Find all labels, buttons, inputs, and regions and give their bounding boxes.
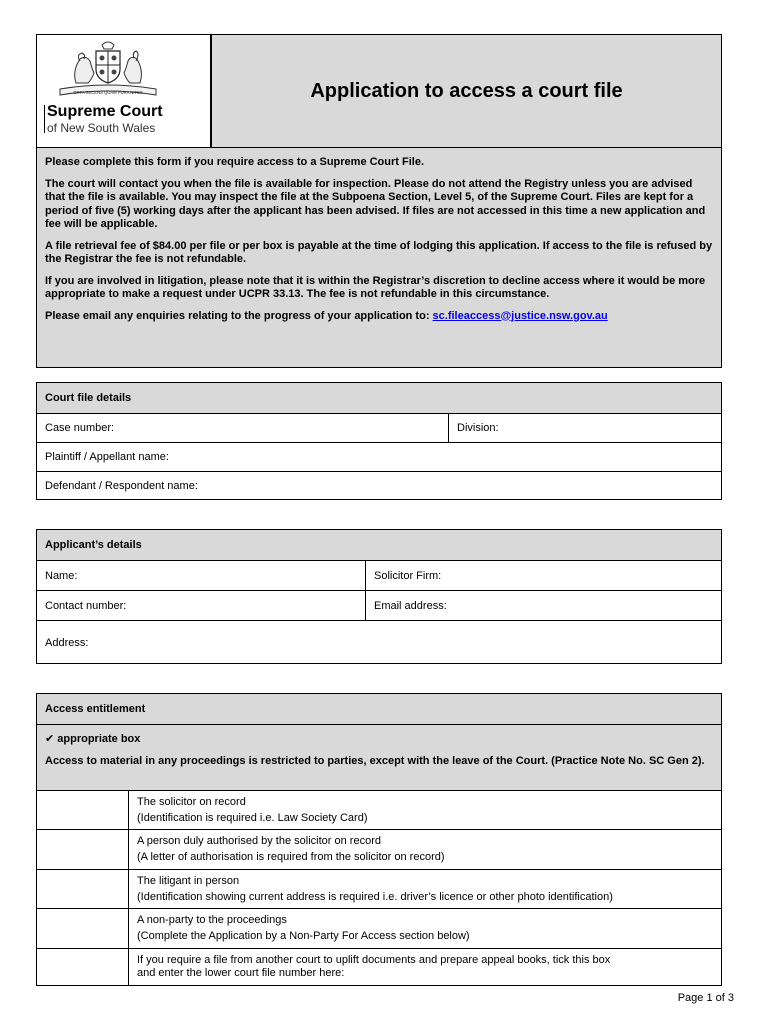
- section-heading-row: [37, 694, 721, 724]
- court-name: Supreme Court: [47, 103, 163, 120]
- intro-paragraph: A file retrieval fee of $84.00 per file or per box is payable at the time of lodging this application. If access to the file is refused by the Registrar the fee is not refundable.: [45, 239, 713, 265]
- option-text: [129, 949, 721, 986]
- entitlement-option: [37, 790, 721, 829]
- intro-paragraph-email: [45, 310, 713, 324]
- page-number: Page 1 of 3: [677, 992, 734, 1004]
- section-heading-row: [37, 383, 721, 413]
- svg-text:ORTA RECENS QUAM PURA NITES: ORTA RECENS QUAM PURA NITES: [73, 90, 143, 95]
- option-text: [129, 830, 721, 869]
- option-requirement: (Identification is required i.e. Law Society Card): [137, 812, 368, 824]
- option-requirement: and enter the lower court file number here:: [137, 967, 345, 979]
- option-requirement: (A letter of authorisation is required from the solicitor on record): [137, 851, 445, 863]
- form-title: Application to access a court file: [310, 79, 623, 102]
- access-instructions: [37, 725, 721, 790]
- option-title: A non-party to the proceedings: [137, 914, 287, 926]
- form-header: [36, 34, 722, 368]
- court-subtitle: of New South Wales: [47, 121, 156, 135]
- option-requirement: (Complete the Application by a Non-Party For Access section below): [137, 930, 470, 942]
- applicant-section: [36, 529, 722, 664]
- option-title: A person duly authorised by the solicitor on record: [137, 835, 381, 847]
- option-title: The litigant in person: [137, 875, 240, 887]
- court-logo: [37, 35, 211, 147]
- division-field[interactable]: Division:: [457, 422, 499, 434]
- option-text: [129, 909, 721, 948]
- option-checkbox[interactable]: [37, 909, 129, 948]
- section-heading: Applicant’s details: [45, 539, 142, 551]
- contact-row: [37, 590, 721, 620]
- section-heading: Court file details: [45, 392, 132, 404]
- option-checkbox[interactable]: [37, 791, 129, 829]
- option-checkbox[interactable]: [37, 830, 129, 869]
- option-checkbox[interactable]: [37, 870, 129, 908]
- entitlement-option: [37, 829, 721, 869]
- intro-paragraph: The court will contact you when the file is available for inspection. Please do not attend the Registry unless you are advised that the file is available. You may inspect the file at the Subpoena Section, Level 5, of the Supreme Court. Files are kept for a period of five (5) working days after the applicant has been advised. If files are not accessed in this time a new application and fee will be applicable.: [45, 177, 706, 230]
- intro-instructions: [37, 147, 721, 367]
- enquiry-email-link[interactable]: sc.fileaccess@justice.nsw.gov.au: [432, 309, 608, 322]
- access-instructions-row: [37, 724, 721, 790]
- option-title: If you require a file from another court to uplift documents and prepare appeal books, tick this box: [137, 954, 611, 966]
- option-title: The solicitor on record: [137, 796, 246, 808]
- solicitor-firm-field[interactable]: Solicitor Firm:: [374, 569, 442, 582]
- plaintiff-name-field[interactable]: Plaintiff / Appellant name:: [45, 451, 169, 463]
- plaintiff-row: [37, 442, 721, 471]
- address-row: [37, 620, 721, 664]
- email-prompt: Please email any enquiries relating to the progress of your application to:: [45, 309, 430, 322]
- entitlement-option: [37, 908, 721, 948]
- defendant-row: [37, 471, 721, 500]
- defendant-name-field[interactable]: Defendant / Respondent name:: [45, 480, 198, 492]
- section-heading: Access entitlement: [45, 703, 146, 715]
- court-file-section: [36, 382, 722, 500]
- address-field[interactable]: Address:: [45, 636, 89, 649]
- tick-instruction: ✔ appropriate box: [45, 733, 141, 745]
- option-text: [129, 870, 721, 908]
- access-entitlement-section: [36, 693, 722, 986]
- option-text: [129, 791, 721, 829]
- intro-paragraph: Please complete this form if you require access to a Supreme Court File.: [45, 156, 425, 168]
- coat-of-arms-icon: [46, 39, 170, 101]
- section-heading-row: [37, 530, 721, 560]
- case-number-row: [37, 413, 721, 442]
- intro-paragraph: If you are involved in litigation, please note that it is within the Registrar’s discretion to decline access where it would be more appropriate to make a request under UCPR 33.13. The fee is not refundable in this circumstance.: [45, 274, 706, 300]
- applicant-name-field[interactable]: Name:: [37, 561, 366, 590]
- option-requirement: (Identification showing current address is required i.e. driver’s licence or other photo identification): [137, 891, 613, 903]
- option-checkbox[interactable]: [37, 949, 129, 986]
- entitlement-option: [37, 869, 721, 908]
- contact-number-field[interactable]: Contact number:: [37, 591, 366, 620]
- name-row: [37, 560, 721, 590]
- form-title-cell: [211, 35, 721, 147]
- email-address-field[interactable]: Email address:: [374, 599, 447, 612]
- case-number-field[interactable]: Case number:: [37, 414, 449, 442]
- entitlement-option: [37, 948, 721, 986]
- access-restriction-note: Access to material in any proceedings is restricted to parties, except with the leave of the Court. (Practice Note No. SC Gen 2).: [45, 755, 705, 767]
